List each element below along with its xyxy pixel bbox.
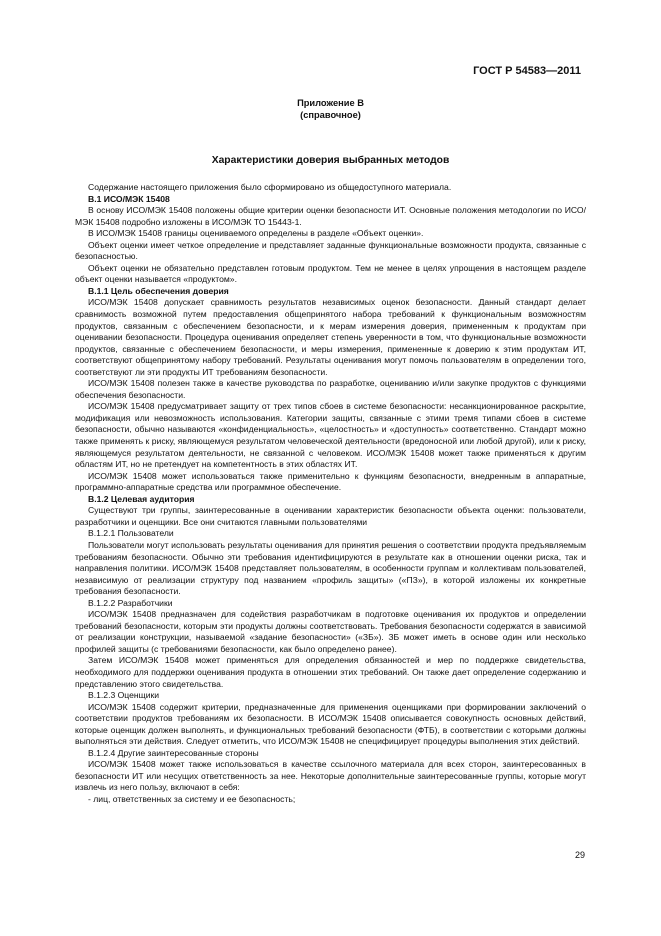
paragraph: Объект оценки не обязательно представлен готовым продуктом. Тем не менее в целях упрощения в настоящем разделе объект оценки называется «продуктом». <box>75 262 586 285</box>
paragraph: В ИСО/МЭК 15408 границы оцениваемого определены в разделе «Объект оценки». <box>88 228 424 239</box>
paragraph: В.1.2.3 Оценщики <box>88 690 160 701</box>
paragraph: В.1.2.2 Разработчики <box>88 597 173 608</box>
paragraph: Объект оценки имеет четкое определение и представляет заданные функциональные возможности продукта, связанные с безопасностью. <box>75 239 586 262</box>
section-title: Характеристики доверия выбранных методов <box>211 155 450 166</box>
paragraph: - лиц, ответственных за систему и ее безопасность; <box>88 793 296 804</box>
paragraph: ИСО/МЭК 15408 содержит критерии, предназначенные для применения оценщиками при формировании заключений о соответствии продуктов требованиям их безопасности. В ИСО/МЭК 15408 описывается совокупность основных действий, которые оценщик должен выполнять, и функциональных требований безопасности (ФТБ), в соответствии с которыми должны выполняться эти действия. Следует отметить, что ИСО/МЭК 15408 не специфицирует процедуры выполнения этих действий. <box>75 701 586 747</box>
paragraph: Затем ИСО/МЭК 15408 может применяться для определения обязанностей и мер по поддержке свидетельства, необходимого для поддержки оценивания продукта в отношении этих требований. Он также дает определение содержанию и представлению этого свидетельства. <box>75 655 586 689</box>
section-heading: В.1.1 Цель обеспечения доверия <box>88 285 229 296</box>
appendix-note: (справочное) <box>300 110 361 120</box>
paragraph: ИСО/МЭК 15408 предусматривает защиту от трех типов сбоев в системе безопасности: несанкционированное раскрытие, модификация или невозможность использования. Категории защиты, связанные с этими тремя типами сбоев в системе безопасности, обычно называются «конфиденциальность», «целостность» и «доступность» соответственно. Стандарт можно также применять к риску, являющемуся результатом человеческой деятельности (вредоносной или любой другой), или к риску, являющемуся результатом деятельности, не связанной с человеком. ИСО/МЭК 15408 может также применяться к другим областям ИТ, но не претендует на компетентность в этих областях ИТ. <box>75 401 586 470</box>
paragraph: ИСО/МЭК 15408 предназначен для содействия разработчикам в подготовке оценивания их продуктов и определении требований безопасности, которым эти продукты должны соответствовать. Требования безопасности содержатся в зависимой от реализации конструкции, называемой «задание безопасности» («ЗБ»). ЗБ может иметь в основе один или несколько профилей защиты (с требованиями безопасности, как было определено ранее). <box>75 609 586 654</box>
standard-designation: ГОСТ Р 54583—2011 <box>473 65 581 77</box>
paragraph: Содержание настоящего приложения было сформировано из общедоступного материала. <box>88 182 452 192</box>
paragraph: Пользователи могут использовать результаты оценивания для принятия решения о соответствии продукта предъявляемым требованиям безопасности. Обычно эти требования идентифицируются в результате как в отношении оценки риска, так и направления политики. ИСО/МЭК 15408 представляет пользователям, в особенности группам и коллективам пользователей, независимую от реализации структуру под названием «профиль защиты» («ПЗ»), в которой изложены их конкретные требования безопасности. <box>75 539 586 597</box>
paragraph: В.1.2.1 Пользователи <box>88 528 174 539</box>
paragraph: ИСО/МЭК 15408 может использоваться также применительно к функциям безопасности, внедренным в аппаратные, программно-аппаратные средства или программное обеспечение. <box>75 470 586 493</box>
paragraph: ИСО/МЭК 15408 полезен также в качестве руководства по разработке, оцениванию и/или закупке продуктов с функциями обеспечения безопасности. <box>75 378 586 400</box>
appendix-label: Приложение В <box>297 98 364 108</box>
paragraph: Существуют три группы, заинтересованные в оценивании характеристик безопасности объекта оценки: пользователи, разработчики и оценщики. Все они считаются главными пользователями <box>75 505 586 527</box>
page-number: 29 <box>574 850 585 860</box>
paragraph: В основу ИСО/МЭК 15408 положены общие критерии оценки безопасности ИТ. Основные положения методологии по ИСО/МЭК 15408 подробно изложены в ИСО/МЭК ТО 15443-1. <box>75 205 586 227</box>
section-heading: В.1 ИСО/МЭК 15408 <box>88 193 170 204</box>
document-body <box>75 182 586 806</box>
paragraph: В.1.2.4 Другие заинтересованные стороны <box>88 747 259 758</box>
section-heading: В.1.2 Целевая аудитория <box>88 493 195 504</box>
paragraph: ИСО/МЭК 15408 допускает сравнимость результатов независимых оценок безопасности. Данный стандарт делает сравнимость возможной путем предоставления общепринятого набора требований к функциональным возможностям продуктов, связанным с обеспечением безопасности, и к мерам измерения доверия, примененным к продуктам при оценивании безопасности. Процедура оценивания определяет степень уверенности в том, что функциональные возможности продуктов, связанные с обеспечением безопасности, и меры измерения, примененные к доверию к этим продуктам ИТ, соответствуют общепринятому набору требований. Результаты оценивания могут помочь пользователям в определении того, соответствуют ли эти продукты ИТ требованиям безопасности. <box>75 297 586 377</box>
paragraph: ИСО/МЭК 15408 может также использоваться в качестве ссылочного материала для всех сторон, заинтересованных в безопасности ИТ или несущих ответственность за нее. Некоторые дополнительные заинтересованные группы, которые могут извлечь из него пользу, включают в себя: <box>75 759 586 793</box>
